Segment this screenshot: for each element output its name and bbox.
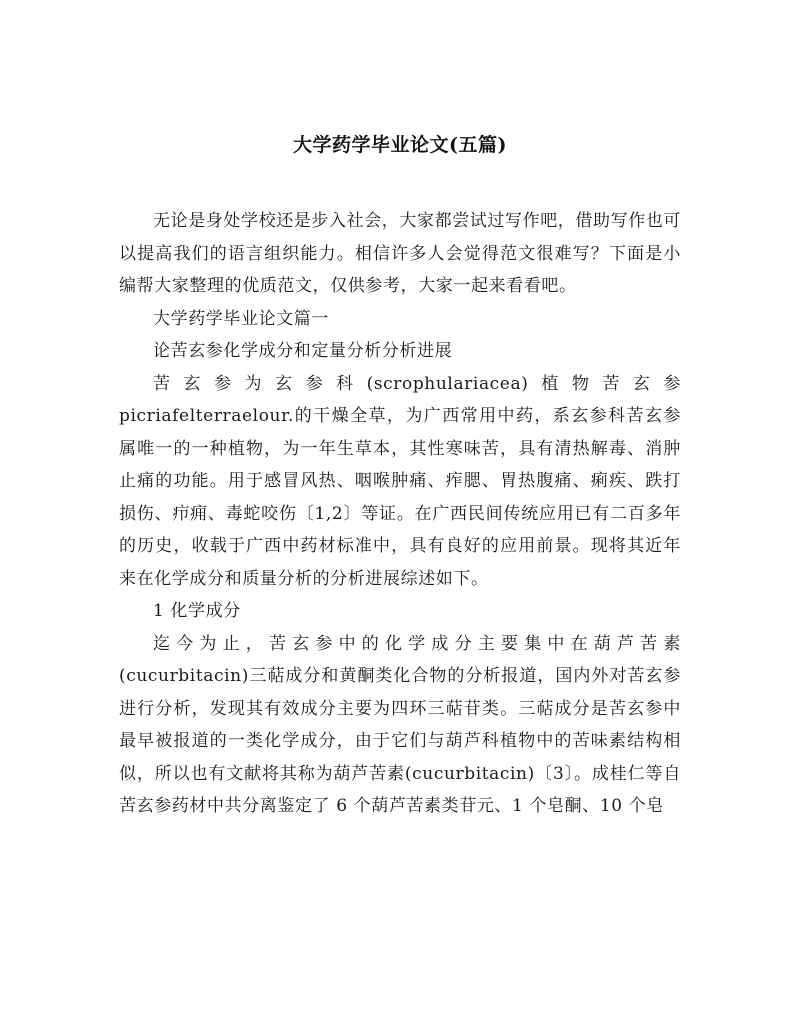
section-heading: 大学药学毕业论文篇一 [153, 308, 329, 329]
document-title: 大学药学毕业论文(五篇) [293, 134, 507, 156]
article-title: 论苦玄参化学成分和定量分析分析进展 [153, 341, 453, 361]
subsection-heading: 1 化学成分 [153, 601, 241, 621]
intro-paragraph: 无论是身处学校还是步入社会，大家都尝试过写作吧，借助写作也可以提高我们的语言组织能力。相信许多人会觉得范文很难写？下面是小编帮大家整理的优质范文，仅供参考，大家一起来看看吧。 [119, 211, 681, 296]
document-body [119, 205, 681, 823]
body-paragraph: 迄今为止，苦玄参中的化学成分主要集中在葫芦苦素(cucurbitacin)三萜成分和黄酮类化合物的分析报道，国内外对苦玄参进行分析，发现其有效成分主要为四环三萜苷类。三萜成分是苦玄参中最早被报道的一类化学成分，由于它们与葫芦科植物中的苦味素结构相似，所以也有文献将其称为葫芦苦素(cucurbitacin)〔3〕。成桂仁等自苦玄参药材中共分离鉴定了 6 个葫芦苦素类苷元、1 个皂酮、10 个皂 [119, 633, 681, 816]
body-paragraph: 苦玄参为玄参科(scrophulariacea)植物苦玄参 picriafelterraelour.的干燥全草，为广西常用中药，系玄参科苦玄参属唯一的一种植物，为一年生草本，其性寒味苦，具有清热解毒、消肿止痛的功能。用于感冒风热、咽喉肿痛、痄腮、胃热腹痛、痢疾、跌打损伤、疖痈、毒蛇咬伤〔1,2〕等证。在广西民间传统应用已有二百多年的历史，收载于广西中药材标准中，具有良好的应用前景。现将其近年来在化学成分和质量分析的分析进展综述如下。 [119, 373, 681, 589]
